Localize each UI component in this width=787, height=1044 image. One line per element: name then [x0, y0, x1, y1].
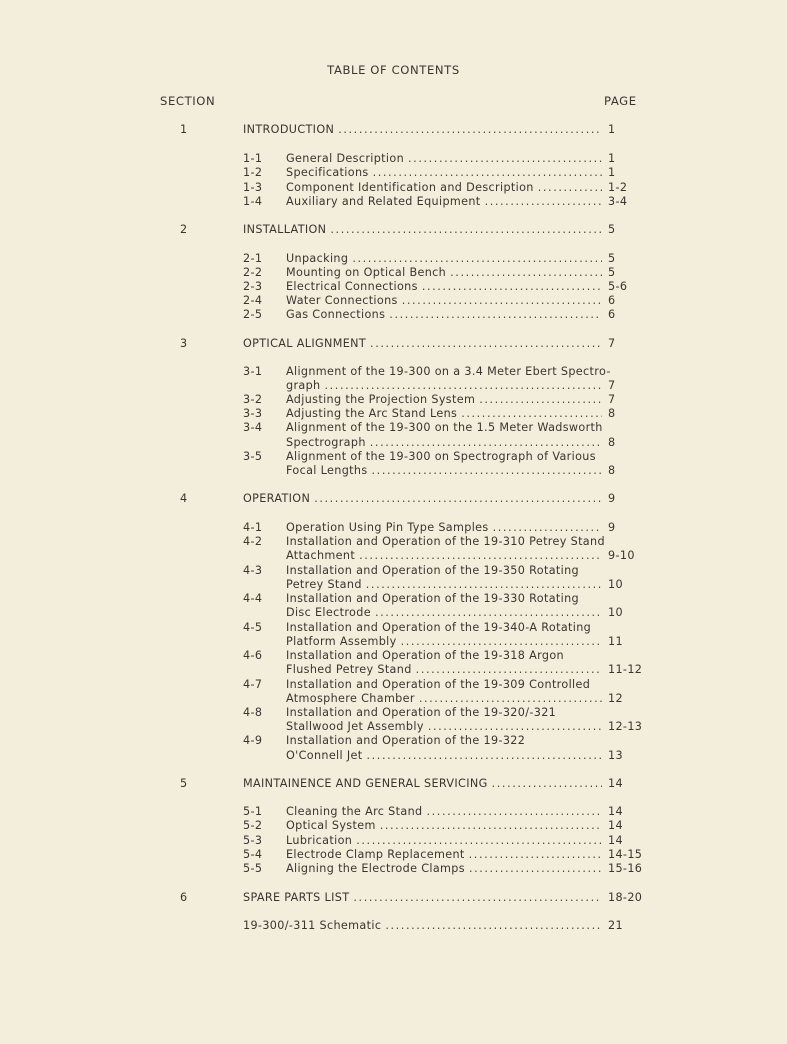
toc-entry	[0, 151, 787, 166]
entry-label: Installation and Operation of the 19-309 Controlled	[286, 678, 591, 691]
entry-label: Adjusting the Projection System	[286, 393, 476, 406]
toc-section-entry	[0, 890, 787, 905]
toc-entry	[0, 165, 787, 180]
dot-leader	[422, 279, 602, 294]
section-number: 3	[180, 337, 188, 350]
dot-leader	[461, 406, 602, 421]
toc-entry	[0, 634, 787, 649]
dot-leader	[373, 165, 602, 180]
entry-label: Electrode Clamp Replacement	[286, 848, 465, 861]
page-number: 1	[608, 166, 616, 179]
entry-label: Auxiliary and Related Equipment	[286, 195, 481, 208]
page-number: 10	[608, 606, 623, 619]
page-number: 9-10	[608, 549, 635, 562]
dot-leader	[389, 307, 602, 322]
subsection-number: 5-3	[243, 834, 263, 847]
toc-section-entry	[0, 776, 787, 791]
entry-title	[286, 620, 626, 635]
entry-title	[243, 890, 602, 905]
dot-leader	[372, 463, 602, 478]
entry-title	[286, 662, 602, 677]
subsection-number: 4-5	[243, 621, 263, 634]
entry-label: Alignment of the 19-300 on Spectrograph of Various	[286, 450, 596, 463]
toc-entry	[0, 648, 787, 663]
toc-entry	[0, 748, 787, 763]
entry-label: O'Connell Jet	[286, 749, 363, 762]
entry-label: Operation Using Pin Type Samples	[286, 521, 489, 534]
toc-entry	[0, 818, 787, 833]
entry-label: Mounting on Optical Bench	[286, 266, 447, 279]
toc-entry	[0, 705, 787, 720]
dot-leader	[469, 847, 602, 862]
entry-title	[286, 847, 602, 862]
subsection-number: 3-3	[243, 407, 263, 420]
subsection-number: 3-5	[243, 450, 263, 463]
subsection-number: 2-4	[243, 294, 263, 307]
page-number: 3-4	[608, 195, 628, 208]
toc-entry	[0, 449, 787, 464]
subsection-number: 2-1	[243, 252, 263, 265]
subsection-number: 3-2	[243, 393, 263, 406]
entry-title	[243, 918, 602, 933]
section-number: 1	[180, 123, 188, 136]
subsection-number: 3-4	[243, 421, 263, 434]
entry-title	[286, 634, 602, 649]
entry-title	[286, 818, 602, 833]
entry-title	[286, 251, 602, 266]
toc-section-entry	[0, 336, 787, 351]
entry-title	[286, 833, 602, 848]
entry-title	[243, 222, 602, 237]
subsection-number: 1-4	[243, 195, 263, 208]
toc-entry	[0, 265, 787, 280]
entry-label: Optical System	[286, 819, 376, 832]
entry-title	[286, 591, 626, 606]
page-number: 14	[608, 777, 623, 790]
entry-title	[286, 733, 626, 748]
entry-label: Installation and Operation of the 19-318 Argon	[286, 649, 564, 662]
toc-entry	[0, 605, 787, 620]
entry-label: Platform Assembly	[286, 635, 397, 648]
entry-label: Water Connections	[286, 294, 398, 307]
entry-title	[286, 463, 602, 478]
toc-entry	[0, 194, 787, 209]
toc-entry	[0, 435, 787, 450]
entry-label: INSTALLATION	[243, 223, 327, 236]
toc-entry	[0, 180, 787, 195]
entry-label: graph	[286, 379, 321, 392]
toc-entry	[0, 406, 787, 421]
dot-leader	[401, 634, 602, 649]
entry-title	[286, 406, 602, 421]
entry-title	[286, 392, 602, 407]
page-number: 1	[608, 123, 616, 136]
subsection-number: 4-3	[243, 564, 263, 577]
page-number: 14	[608, 805, 623, 818]
entry-label: Installation and Operation of the 19-310 Petrey Stand	[286, 535, 605, 548]
entry-title	[243, 122, 602, 137]
entry-title	[286, 194, 602, 209]
subsection-number: 4-9	[243, 734, 263, 747]
entry-label: Cleaning the Arc Stand	[286, 805, 423, 818]
dot-leader	[359, 548, 602, 563]
subsection-number: 1-3	[243, 181, 263, 194]
toc-entry	[0, 861, 787, 876]
dot-leader	[370, 336, 602, 351]
page-number: 5-6	[608, 280, 628, 293]
entry-title	[286, 265, 602, 280]
dot-leader	[353, 890, 602, 905]
entry-title	[286, 705, 626, 720]
toc-entry	[0, 307, 787, 322]
entry-label: Lubrication	[286, 834, 353, 847]
entry-label: INTRODUCTION	[243, 123, 335, 136]
page-number: 9	[608, 492, 616, 505]
dot-leader	[338, 122, 602, 137]
dot-leader	[492, 776, 602, 791]
subsection-number: 3-1	[243, 365, 263, 378]
subsection-number: 1-1	[243, 152, 263, 165]
page-number: 13	[608, 749, 623, 762]
entry-title	[286, 378, 602, 393]
subsection-number: 5-5	[243, 862, 263, 875]
dot-leader	[428, 719, 602, 734]
toc-entry	[0, 691, 787, 706]
subsection-number: 2-5	[243, 308, 263, 321]
section-number: 4	[180, 492, 188, 505]
page-number: 11	[608, 635, 623, 648]
page-number: 5	[608, 266, 616, 279]
dot-leader	[408, 151, 602, 166]
toc-entry	[0, 833, 787, 848]
entry-label: Installation and Operation of the 19-322	[286, 734, 526, 747]
entry-title	[286, 677, 626, 692]
entry-label: Petrey Stand	[286, 578, 362, 591]
page-number: 7	[608, 379, 616, 392]
entry-title	[286, 279, 602, 294]
dot-leader	[375, 605, 602, 620]
entry-label: Component Identification and Description	[286, 181, 534, 194]
page-number: 7	[608, 337, 616, 350]
entry-title	[286, 293, 602, 308]
entry-label: Unpacking	[286, 252, 349, 265]
entry-label: Gas Connections	[286, 308, 386, 321]
page-number: 21	[608, 919, 623, 932]
page-number: 7	[608, 393, 616, 406]
toc-entry	[0, 420, 787, 435]
toc-entry	[0, 620, 787, 635]
entry-label: Focal Lengths	[286, 464, 368, 477]
entry-title	[286, 719, 602, 734]
entry-label: OPTICAL ALIGNMENT	[243, 337, 367, 350]
dot-leader	[367, 748, 603, 763]
entry-label: Disc Electrode	[286, 606, 371, 619]
entry-title	[286, 804, 602, 819]
page-number: 14-15	[608, 848, 643, 861]
entry-label: Stallwood Jet Assembly	[286, 720, 424, 733]
dot-leader	[479, 392, 602, 407]
toc-entry	[0, 251, 787, 266]
entry-label: Installation and Operation of the 19-340-A Rotating	[286, 621, 592, 634]
toc-entry	[0, 520, 787, 535]
subsection-number: 4-8	[243, 706, 263, 719]
dot-leader	[416, 662, 602, 677]
entry-title	[286, 449, 626, 464]
entry-title	[286, 180, 602, 195]
entry-label: Attachment	[286, 549, 356, 562]
dot-leader	[356, 833, 602, 848]
toc-entry	[0, 378, 787, 393]
entry-label: General Description	[286, 152, 405, 165]
page-number: 1	[608, 152, 616, 165]
toc-entry	[0, 662, 787, 677]
toc-entry	[0, 279, 787, 294]
dot-leader	[426, 804, 602, 819]
entry-label: Alignment of the 19-300 on a 3.4 Meter Ebert Spectro-	[286, 365, 611, 378]
dot-leader	[330, 222, 602, 237]
entry-label: Installation and Operation of the 19-330 Rotating	[286, 592, 579, 605]
dot-leader	[325, 378, 603, 393]
subsection-number: 4-6	[243, 649, 263, 662]
entry-title	[286, 520, 602, 535]
toc-entry	[0, 534, 787, 549]
subsection-number: 4-7	[243, 678, 263, 691]
toc-entry	[0, 293, 787, 308]
page-number: 6	[608, 308, 616, 321]
dot-leader	[485, 194, 602, 209]
subsection-number: 4-1	[243, 521, 263, 534]
entry-label: Flushed Petrey Stand	[286, 663, 412, 676]
subsection-number: 5-1	[243, 805, 263, 818]
subsection-number: 5-4	[243, 848, 263, 861]
entry-title	[243, 491, 602, 506]
entry-label: Spectrograph	[286, 436, 366, 449]
dot-leader	[450, 265, 602, 280]
entry-title	[286, 420, 626, 435]
toc-entry	[0, 463, 787, 478]
subsection-number: 5-2	[243, 819, 263, 832]
dot-leader	[419, 691, 602, 706]
dot-leader	[314, 491, 602, 506]
dot-leader	[538, 180, 602, 195]
entry-title	[286, 563, 626, 578]
entry-label: Installation and Operation of the 19-320/-321	[286, 706, 557, 719]
toc-entry	[0, 918, 787, 933]
entry-label: SPARE PARTS LIST	[243, 891, 350, 904]
subsection-number: 1-2	[243, 166, 263, 179]
dot-leader	[370, 435, 602, 450]
entry-label: OPERATION	[243, 492, 311, 505]
entry-label: Atmosphere Chamber	[286, 692, 415, 705]
page-number: 12-13	[608, 720, 643, 733]
entry-title	[286, 648, 626, 663]
entry-label: Electrical Connections	[286, 280, 418, 293]
page-number: 18-20	[608, 891, 643, 904]
entry-label: 19-300/-311 Schematic	[243, 919, 382, 932]
entry-title	[243, 776, 602, 791]
entry-label: MAINTAINENCE AND GENERAL SERVICING	[243, 777, 488, 790]
dot-leader	[402, 293, 602, 308]
toc-entry	[0, 591, 787, 606]
subsection-number: 4-2	[243, 535, 263, 548]
page-number: 14	[608, 819, 623, 832]
entry-title	[286, 364, 626, 379]
page-number: 14	[608, 834, 623, 847]
dot-leader	[385, 918, 602, 933]
section-number: 5	[180, 777, 188, 790]
page-number: 15-16	[608, 862, 643, 875]
page-title: TABLE OF CONTENTS	[327, 63, 460, 77]
toc-entry	[0, 548, 787, 563]
entry-title	[286, 165, 602, 180]
entry-title	[286, 577, 602, 592]
page-number: 1-2	[608, 181, 628, 194]
entry-label: Alignment of the 19-300 on the 1.5 Meter Wadsworth	[286, 421, 603, 434]
entry-title	[286, 307, 602, 322]
toc-section-entry	[0, 122, 787, 137]
dot-leader	[352, 251, 602, 266]
dot-leader	[469, 861, 602, 876]
entry-label: Aligning the Electrode Clamps	[286, 862, 465, 875]
page-number: 8	[608, 407, 616, 420]
dot-leader	[366, 577, 602, 592]
dot-leader	[493, 520, 602, 535]
subsection-number: 2-3	[243, 280, 263, 293]
page-number: 12	[608, 692, 623, 705]
toc-entry	[0, 804, 787, 819]
toc-entry	[0, 364, 787, 379]
section-column-header: SECTION	[160, 94, 216, 108]
entry-title	[286, 748, 602, 763]
entry-title	[286, 605, 602, 620]
page-number: 11-12	[608, 663, 643, 676]
entry-title	[286, 151, 602, 166]
entry-title	[286, 861, 602, 876]
subsection-number: 2-2	[243, 266, 263, 279]
toc-entry	[0, 563, 787, 578]
page-number: 8	[608, 436, 616, 449]
entry-title	[286, 435, 602, 450]
section-number: 2	[180, 223, 188, 236]
entry-title	[286, 548, 602, 563]
subsection-number: 4-4	[243, 592, 263, 605]
page-number: 6	[608, 294, 616, 307]
page-column-header: PAGE	[604, 94, 637, 108]
page-number: 8	[608, 464, 616, 477]
entry-label: Installation and Operation of the 19-350 Rotating	[286, 564, 579, 577]
toc-entry	[0, 733, 787, 748]
toc-entry	[0, 719, 787, 734]
page-number: 9	[608, 521, 616, 534]
toc-entry	[0, 847, 787, 862]
entry-label: Adjusting the Arc Stand Lens	[286, 407, 458, 420]
section-number: 6	[180, 891, 188, 904]
toc-entry	[0, 392, 787, 407]
entry-title	[286, 691, 602, 706]
entry-title	[243, 336, 602, 351]
toc-section-entry	[0, 222, 787, 237]
entry-title	[286, 534, 626, 549]
toc-section-entry	[0, 491, 787, 506]
entry-label: Specifications	[286, 166, 369, 179]
toc-entry	[0, 577, 787, 592]
page-number: 5	[608, 223, 616, 236]
toc-entry	[0, 677, 787, 692]
page-number: 5	[608, 252, 616, 265]
page-number: 10	[608, 578, 623, 591]
dot-leader	[380, 818, 602, 833]
